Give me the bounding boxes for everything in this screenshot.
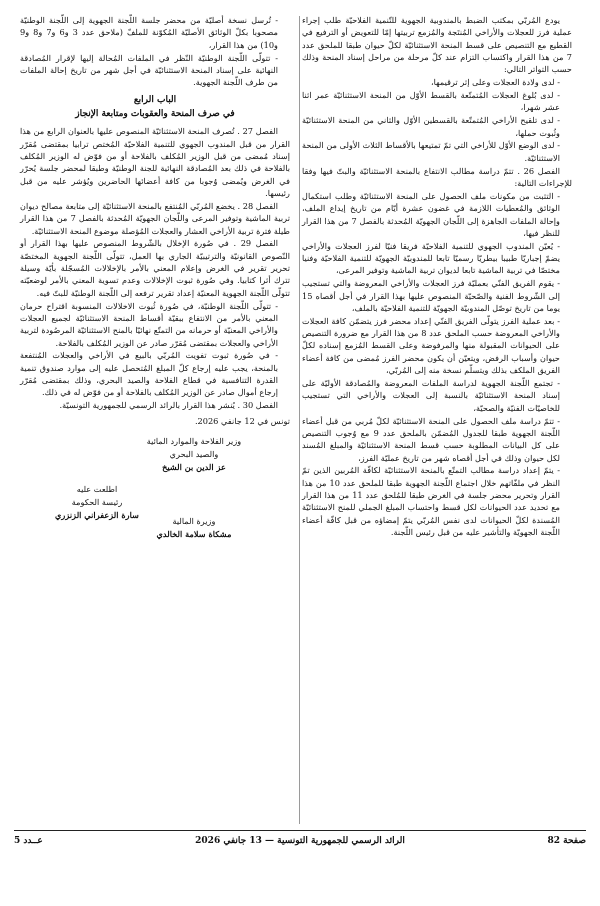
issue-number: عــدد 5 [14,836,43,846]
bullet-item: - لدى ولادة العجلات وعلى إثر ترقيمها، [430,77,560,88]
signatures [20,435,290,595]
bullet-item: - يتمّ إعداد دراسة مطالب التمتّع بالمنحة الاستثنائيّة لكافّة المُربين الذين تمّ النظر في ملفّاتهم خلال اجتماع اللّجنة الجهوية طبقا للملحق عدد 10 من هذا القرار وتحرير محضر جلسة في الغرض طبقا للمُلحق عدد 11 من هذا القرار مع تحديد عدد الحيوانات لكل قسط واحتساب المبلغ الجملي للمنح الاستثنائيّة المُسندة لكلّ الحيوانات لدى نفس المُربّي يتمّ إمضاؤه من قبل كافّة أعضاء اللّجنة الجهويّة والتأشير عليه من قبل رئيس اللّجنة. [302,465,560,538]
bullet-item: - لدى تلقيح الأراخي المُتمتّعة بالقسطين الأوّل والثاني من المنحة الاستثنائيّة وثُبوت حملها، [302,115,560,138]
bullet-item: - تُرسل نسخة أصليّة من محضر جلسة اللّجنة الجهوية إلى اللّجنة الوطنيّة مصحوبا بكلّ الوثائق الأصليّة المُكوّنة للملفّ (ملاحق عدد 3 و6 و7 و8 و9 و10) من هذا القرار، [20,15,278,50]
bullet-item: - التثبت من مكونات ملف الحصول على المنحة الاستثنائيّة وطلب استكمال الوثائق والمُعطيات اللازمة في غضون عشرة أيّام من تاريخ إيداع الملف، وإحالة الملفات الجاهزة إلى اللّجان الجهويّة المُحدثة بالفصل 7 من هذا القرار للنظر فيها، [302,190,560,238]
signature-date: تونس في 12 جانفي 2026. [194,415,290,426]
signatory-name: عز الدين بن الشيخ [162,462,226,472]
signature-agriculture-minister [124,435,264,474]
article-26: الفصل 26 . تتمّ دراسة مطالب الانتفاع بالمنحة الاستثنائيّة والبتّ فيها وفقا للإجراءات التالية: [302,165,572,188]
bullet-item: - يقوم الفريق الفنّي بعمليّة فرز العجلات والأراخي المعروضة والتي تستجيب إلى الشّروط الفنية والصّحيّة المنصوص عليها بهذا القرار في أجل أقصاه 15 يوما من تاريخ توصّل المندوبيّة الجهويّة للتنمية الفلاحيّة بالملف، [302,278,560,313]
left-column [20,14,290,595]
chapter-heading: الباب الرابع [133,94,177,105]
article-29: الفصل 29 . في صُورة الإخلال بالشّروط المنصوص عليها بهذا القرار أو النّصوص القانونيّة والترتيبيّة الجاري بها العمل، تتولّى اللّجنة الجهوية المختصّة تحرير تقرير في الغرض وإعلام المعني بالأمر بالإخلالات المُسجّلة بأيّة وسيلة تترك أثرا كتابيا. وفي صُورة ثبوت الإخلالات وعدم تسوية المعني بالأمر لوضعيّته تتولّى اللّجنة الجهوية المعنيّة إعداد تقرير ترفعه إلى اللّجنة الوطنيّة للبتّ فيه. [20,238,290,298]
article-30: الفصل 30 . يُنشر هذا القرار بالرائد الرسمي للجمهورية التونسيّة. [59,400,278,411]
right-column [302,14,572,538]
signatory-title: وزير الفلاحة والموارد المائية [146,436,242,446]
article-28: الفصل 28 . يخضع المُربّي المُنتفع بالمنحة الاستثنائيّة إلى متابعة مصالح ديوان تربية الماشية وتوفير المرعى واللّجان الجهويّة المُحدثة بالفصل 7 من هذا القرار طيلة فترة تربية الأراخي العشار والعجلات المُؤصلة موضوع المنحة الاستثنائيّة. [20,200,290,236]
signatory-name: مشكاة سلامة الخالدي [156,529,232,539]
column-divider [299,16,300,824]
page-number: صفحة 82 [547,836,586,846]
journal-title: الرائد الرسمي للجمهورية التونسية — 13 جانفي 2026 [195,836,405,846]
bullet-item: - تتمّ دراسة ملف الحصول على المنحة الاستثنائيّة لكلّ مُربي من قبل أعضاء اللّجنة الجهوية طبقا للجدول المُضمّن بالملحق عدد 9 مع وُجوب التنصيص على كل البيانات المطلوبة حسب قسط المنحة الاستثنائيّة والمبلغ المُسند لكل حيوان وذلك في أجل أقصاه شهر من تاريخ عمليّة الفرز، [302,415,560,463]
page-footer [14,836,586,852]
signature-prime-minister [42,483,152,522]
chapter-title: في صرف المنحة والعقوبات ومتابعة الإنجاز [75,108,235,119]
footer-rule [14,830,586,831]
paragraph: يودع المُربّي بمكتب الضبط بالمندوبية الجهوية للتّنمية الفلاحيّة طلب إجراء عملية فرز للعجلات والأراخي المُنتَجة والمُزمع تربيتها إمّا للتعويض أو الترفيع في القطيع مع التنصيص على قسط المنحة الاستثنائيّة لكلّ حيوان طبقا للملحق عدد 7 من هذا القرار واكتساب التزام عند كلّ مرحلة من مراحل إسناد المنحة وذلك حسب التواتر التالي: [302,15,572,75]
signatory-title: رئيسة الحكومة [71,497,123,507]
bullet-item: - بعد عملية الفرز يتولّى الفريق الفنّي إعداد محضر فرز يتضمّن كافة العجلات والأراخي المعروضة حسب الملحق عدد 8 من هذا القرار مع ضرورة التنصيص على الحيوانات المقبولة منها والمرفوضة وعلى القسط المُزمع إسناده لكلّ حيوان وأسباب الرفض، ويتعيّن أن يكون محضر الفرز مُمضى من كافة أعضاء الفريق الملكف بذلك ويتسلّم نسخة منه إلى المُربّي، [302,315,560,376]
signatory-name: سارة الزعفراني الزنزري [55,510,139,520]
bullet-item: - لدى الوضع الأوّل للأراخي التي تمّ تمتيعها بالأقساط الثلاث الأولى من المنحة الاستثنائيّة. [302,140,560,163]
bullet-item: - تجتمع اللّجنة الجهوية لدراسة الملفات المعروضة والمُصادقة الأوليّة على إسناد المنحة الاستثنائيّة بالنسبة إلى العجلات والأراخي التي تستجيب للخاصيّات الفنيّة والصحيّة، [302,377,560,413]
seen-note: اطلعت عليه [76,484,118,494]
bullet-item: - لدى بُلوغ العجلات المُتمتّعة بالقسط الأوّل من المنحة الاستثنائيّة عمر اثنا عشر شهرا، [302,90,560,113]
signatory-title: والصيد البحري [169,449,219,459]
signatory-title: وزيرة المالية [172,516,216,526]
bullet-item: - تتولّى اللّجنة الوطنيّة النّظر في الملفات المُحالة إليها لإقرار المُصادقة النهائية على إسناد المنحة الاستثنائيّة في أجل شهر من تاريخ إحالة الملفات من طرف اللّجنة الجهوية. [20,52,278,88]
bullet-item: - تتولّى اللّجنة الوطنيّة، في صُورة ثُبوت الاخلالات المنسوبة اقتراح حرمان المعني بالأمر من الانتفاع ببقيّة أقساط المنحة الاستثنائيّة لجميع العجلات والأراخي المعنيّة أو حرمانه من التمتّع نهائيّا بالمنح الاستثنائيّة المرصُودة لتربية الأراخي والعجلات بمقتضى مُقرّر صادر عن الوزير المُكلف بالفلاحة. [20,300,278,348]
bullet-item: - في صُورة ثبوت تفويت المُربّي بالبيع في الأراخي والعجلات المُنتفعة بالمنحة، يجب عليه إرجاع كلّ المبلغ المُتحصل عليه إلى موارد صندوق تنمية القدرة التنافسية في قطاع الفلاحة والصيد البحري، وذلك بمقتضى مُقرّر إرجاع أموال صادر عن الوزير المُكلف بالفلاحة أو من فوّض له في ذلك. [20,350,278,398]
article-27: الفصل 27 . تُصرف المنحة الاستثنائيّة المنصوص عليها بالعنوان الرابع من هذا القرار من قبل المندوب الجهوي للتنمية الفلاحيّة المُختص ترابيا بمقتضى مُقرّر إسناد مُمضى من قبل الوزير المُكلف بالفلاحة أو من فوّض له الوزير المُكلف بالفلاحة في ذلك بعد المُصادقة النهائية للجنة الوطنيّة وطبقا لمحضر جلسة يُحرّر في الغرض ويُمضى وُجوبا من كافة أعضائها الحاضرين ويُؤشر عليه من قبل رئيسها. [20,126,290,198]
bullet-item: - يُعيّن المندوب الجهوي للتنمية الفلاحيّة فريقا فنيّا لفرز العجلات والأراخي يضمّ إجباريّا طبيبا بيطريّا رسميّا تابعا للمندوبيّة الجهويّة للتنمية الفلاحيّة وفنيا مختصّا في تربية الماشية تابعا لديوان تربية الماشية وتوفير المرعى، [302,240,560,276]
